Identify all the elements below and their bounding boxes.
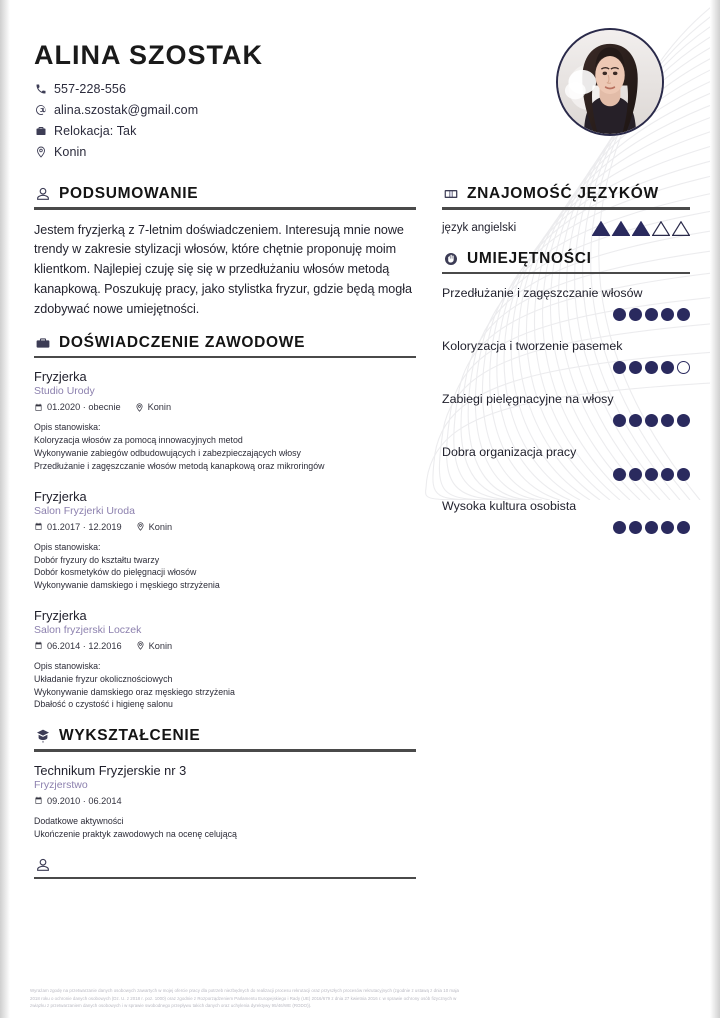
section-experience bbox=[34, 334, 416, 711]
skill-row bbox=[442, 498, 690, 534]
skill-rating bbox=[442, 308, 690, 321]
entry-description-line: Dobór kosmetyków do pielęgnacji włosów bbox=[34, 567, 197, 578]
section-divider bbox=[34, 749, 416, 752]
skill-rating bbox=[442, 414, 690, 427]
section-title-experience: DOŚWIADCZENIE ZAWODOWE bbox=[59, 333, 306, 351]
entry-meta bbox=[34, 522, 416, 532]
entry-date: 01.2017 · 12.2019 bbox=[34, 522, 122, 532]
entry-organization: Salon Fryzjerki Uroda bbox=[34, 504, 135, 517]
relocation-icon bbox=[34, 125, 47, 138]
entry-meta bbox=[34, 402, 416, 412]
skill-rating bbox=[442, 521, 690, 534]
phone-icon bbox=[34, 83, 47, 96]
skill-level-dot bbox=[661, 468, 674, 481]
language-level-triangle bbox=[672, 221, 690, 236]
entry-description-line: Wykonywanie damskiego i męskiego strzyżenia bbox=[34, 580, 220, 591]
entry-meta bbox=[34, 641, 416, 651]
entry-title: Technikum Fryzjerskie nr 3 bbox=[34, 762, 187, 778]
summary-text: Jestem fryzjerką z 7-letnim doświadczeniem. Interesują mnie nowe trendy w zakresie stylizacji włosów, które chętnie proponuję moim klientkom. Najlepiej czuję się się w przedłużaniu włosów metodą kanapkową. Poszukuję pracy, jako stylistka fryzur, gdzie będą mogła zdobywać nowe umiejętności. bbox=[34, 222, 412, 317]
section-divider bbox=[442, 272, 690, 275]
language-rating bbox=[592, 221, 690, 236]
section-languages bbox=[442, 185, 690, 236]
entry-organization: Salon fryzjerski Loczek bbox=[34, 623, 142, 636]
entry-description-line: Dobór fryzury do kształtu twarzy bbox=[34, 554, 160, 565]
briefcase-icon bbox=[34, 334, 51, 351]
skill-name: Wysoka kultura osobista bbox=[442, 498, 577, 513]
entry-description-heading: Dodatkowe aktywności bbox=[34, 815, 124, 826]
person-icon bbox=[34, 186, 51, 203]
contact-phone-text: 557-228-556 bbox=[54, 82, 126, 96]
contact-location bbox=[34, 145, 686, 159]
entry-title: Fryzjerka bbox=[34, 369, 87, 385]
entry-title: Fryzjerka bbox=[34, 488, 87, 504]
contact-email-text: alina.szostak@gmail.com bbox=[54, 103, 199, 117]
entry-organization: Fryzjerstwo bbox=[34, 778, 88, 791]
resume-body bbox=[34, 185, 686, 893]
entry-description-line: Wykonywanie zabiegów odbudowujących i zabezpieczających włosy bbox=[34, 448, 301, 459]
entry-description-line: Koloryzacja włosów za pomocą innowacyjnych metod bbox=[34, 435, 243, 446]
section-title-education: WYKSZTAŁCENIE bbox=[59, 727, 201, 745]
skill-level-dot bbox=[645, 468, 658, 481]
skill-level-dot bbox=[629, 361, 642, 374]
experience-entry bbox=[34, 608, 416, 711]
section-divider bbox=[34, 207, 416, 210]
languages-icon bbox=[442, 186, 459, 203]
resume-header bbox=[34, 0, 686, 185]
entry-description-line: Dbałość o czystość i higienę salonu bbox=[34, 699, 173, 710]
skill-level-dot bbox=[677, 414, 690, 427]
skill-level-dot bbox=[613, 308, 626, 321]
language-level-triangle bbox=[592, 221, 610, 236]
entry-date: 01.2020 · obecnie bbox=[34, 402, 121, 412]
language-row bbox=[442, 221, 690, 236]
location-pin-icon bbox=[34, 146, 47, 159]
language-level-triangle bbox=[652, 221, 670, 236]
entry-description-line: Przedłużanie i zagęszczanie włosów metodą kanapkową oraz mikroringów bbox=[34, 460, 325, 471]
graduation-icon bbox=[34, 728, 51, 745]
skill-level-dot bbox=[677, 468, 690, 481]
skill-level-dot bbox=[677, 308, 690, 321]
skill-rating bbox=[442, 361, 690, 374]
right-column bbox=[442, 185, 690, 893]
entry-description-heading: Opis stanowiska: bbox=[34, 422, 101, 433]
skill-level-dot bbox=[677, 521, 690, 534]
section-skills bbox=[442, 250, 690, 534]
person-icon bbox=[34, 856, 51, 873]
skill-name: Przedłużanie i zagęszczanie włosów bbox=[442, 286, 643, 300]
language-level-triangle bbox=[612, 221, 630, 236]
experience-entry bbox=[34, 369, 416, 472]
entry-organization: Studio Urody bbox=[34, 385, 95, 398]
section-additional-empty bbox=[34, 856, 416, 879]
skill-level-dot bbox=[645, 414, 658, 427]
skill-level-dot bbox=[645, 361, 658, 374]
entry-location: Konin bbox=[135, 402, 172, 412]
legal-text-line: 2018 roku o ochronie danych osobowych (Dz. U. z 2018 r. poz. 1000) oraz zgodnie z Rozporządzeniem Parlamentu Europejskiego i Rady (UE) 2016/679 z dnia 27 kwietnia 2016 r. w sprawie ochrony osób fizycznych w bbox=[30, 995, 457, 1001]
legal-footer bbox=[30, 987, 694, 1010]
skill-name: Zabiegi pielęgnacyjne na włosy bbox=[442, 392, 614, 407]
language-level-triangle bbox=[632, 221, 650, 236]
skill-level-dot bbox=[677, 361, 690, 374]
section-education bbox=[34, 727, 416, 840]
skill-level-dot bbox=[645, 308, 658, 321]
page-title: ALINA SZOSTAK bbox=[34, 40, 263, 70]
section-divider bbox=[34, 356, 416, 359]
skill-level-dot bbox=[661, 414, 674, 427]
skill-level-dot bbox=[661, 521, 674, 534]
entry-description-line: Wykonywanie damskiego oraz męskiego strzyżenia bbox=[34, 686, 235, 697]
skill-list bbox=[442, 285, 690, 534]
skill-level-dot bbox=[645, 521, 658, 534]
contact-relocation-text: Relokacja: Tak bbox=[54, 124, 137, 138]
hand-icon bbox=[442, 250, 459, 267]
skill-row bbox=[442, 285, 690, 321]
entry-location: Konin bbox=[136, 641, 173, 651]
email-icon bbox=[34, 104, 47, 117]
experience-entry bbox=[34, 489, 416, 592]
education-entry bbox=[34, 763, 416, 841]
skill-level-dot bbox=[661, 361, 674, 374]
entry-date: 09.2010 · 06.2014 bbox=[34, 796, 122, 806]
skill-level-dot bbox=[629, 308, 642, 321]
education-entry-list bbox=[34, 763, 416, 841]
section-title-languages: ZNAJOMOŚĆ JĘZYKÓW bbox=[467, 185, 659, 202]
language-list bbox=[442, 221, 690, 236]
section-title-summary: PODSUMOWANIE bbox=[59, 185, 199, 202]
entry-description-heading: Opis stanowiska: bbox=[34, 660, 101, 671]
skill-level-dot bbox=[629, 414, 642, 427]
language-name: język angielski bbox=[442, 222, 517, 234]
entry-location: Konin bbox=[136, 522, 173, 532]
skill-level-dot bbox=[613, 468, 626, 481]
skill-level-dot bbox=[661, 308, 674, 321]
skill-row bbox=[442, 444, 690, 480]
legal-text-line: związku z przetwarzaniem danych osobowych i w sprawie swobodnego przepływu takich danych oraz uchylenia dyrektywy 95/46/WE (RODO)). bbox=[30, 1003, 312, 1009]
entry-description-heading: Opis stanowiska: bbox=[34, 541, 101, 552]
entry-description-line: Układanie fryzur okolicznościowych bbox=[34, 673, 173, 684]
experience-entry-list bbox=[34, 369, 416, 711]
left-column bbox=[34, 185, 416, 893]
entry-title: Fryzjerka bbox=[34, 607, 87, 623]
legal-text-line: Wyrażam zgodę na przetwarzanie danych osobowych zawartych w mojej ofercie pracy dla potrzeb niezbędnych do realizacji procesu rekrutacji oraz przyszłych procesów rekrutacyjnych (zgodnie z ustawą z dnia 10 maja bbox=[30, 987, 460, 993]
skill-level-dot bbox=[629, 468, 642, 481]
skill-level-dot bbox=[613, 361, 626, 374]
skill-level-dot bbox=[613, 414, 626, 427]
avatar bbox=[556, 28, 664, 136]
skill-row bbox=[442, 391, 690, 427]
section-divider bbox=[442, 207, 690, 210]
profile-photo bbox=[558, 30, 662, 134]
entry-meta bbox=[34, 796, 416, 806]
entry-date: 06.2014 · 12.2016 bbox=[34, 641, 122, 651]
section-divider bbox=[34, 877, 416, 879]
contact-location-text: Konin bbox=[54, 145, 87, 159]
entry-description-line: Ukończenie praktyk zawodowych na ocenę celującą bbox=[34, 828, 237, 839]
section-summary bbox=[34, 185, 416, 320]
skill-level-dot bbox=[613, 521, 626, 534]
skill-row bbox=[442, 338, 690, 374]
skill-name: Dobra organizacja pracy bbox=[442, 445, 577, 460]
skill-rating bbox=[442, 468, 690, 481]
section-title-skills: UMIEJĘTNOŚCI bbox=[467, 249, 592, 267]
skill-name: Koloryzacja i tworzenie pasemek bbox=[442, 339, 623, 354]
skill-level-dot bbox=[629, 521, 642, 534]
